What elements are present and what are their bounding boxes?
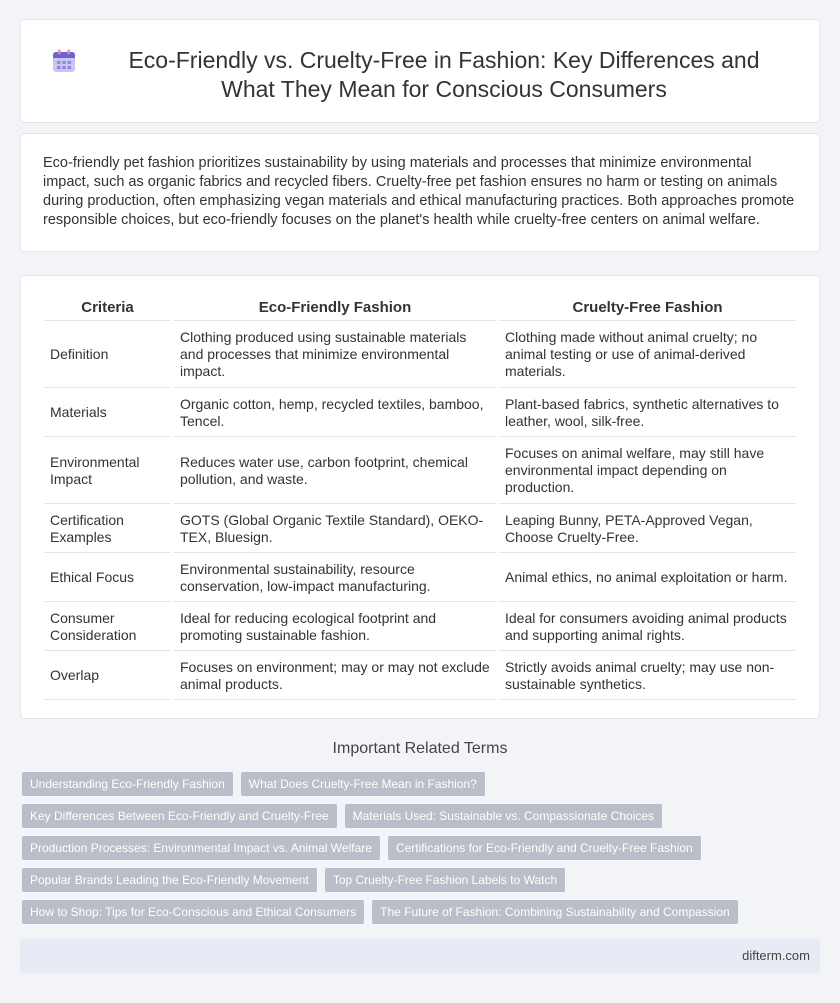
comparison-table-card — [20, 275, 820, 719]
cruelty-cell: Ideal for consumers avoiding animal products and supporting animal rights. — [499, 603, 796, 651]
criteria-cell: Certification Examples — [44, 505, 171, 553]
related-term-tag[interactable]: Top Cruelty-Free Fashion Labels to Watch — [325, 868, 565, 892]
related-terms-heading: Important Related Terms — [332, 740, 508, 757]
criteria-cell: Consumer Consideration — [44, 603, 171, 651]
header-criteria: Criteria — [44, 295, 171, 321]
comparison-table — [41, 294, 799, 701]
eco-cell: Reduces water use, carbon footprint, chemical pollution, and waste. — [174, 438, 496, 504]
table-row — [44, 554, 796, 602]
cruelty-cell: Animal ethics, no animal exploitation or harm. — [499, 554, 796, 602]
intro-paragraph: Eco-friendly pet fashion prioritizes sustainability by using materials and processes that minimize environmental impact, such as organic fabrics and recycled fibers. Cruelty-free pet fashion ensures no harm or testing on animals during production, often emphasizing vegan materials and ethical manufacturing practices. Both approaches promote responsible choices, but eco-friendly focuses on the planet's health while cruelty-free centers on animal welfare. — [43, 155, 795, 228]
cruelty-cell: Strictly avoids animal cruelty; may use non-sustainable synthetics. — [499, 652, 796, 700]
related-term-tag[interactable]: Materials Used: Sustainable vs. Compassionate Choices — [345, 804, 662, 828]
footer — [20, 939, 820, 973]
table-row — [44, 603, 796, 651]
related-term-tag[interactable]: Key Differences Between Eco-Friendly and Cruelty-Free — [22, 804, 337, 828]
table-row — [44, 438, 796, 504]
intro-card — [20, 133, 820, 252]
table-row — [44, 322, 796, 388]
related-term-tag[interactable]: How to Shop: Tips for Eco-Conscious and Ethical Consumers — [22, 900, 364, 924]
table-row — [44, 652, 796, 700]
table-row — [44, 505, 796, 553]
criteria-cell: Environmental Impact — [44, 438, 171, 504]
title-card — [20, 19, 820, 123]
related-terms-list — [22, 772, 802, 924]
eco-cell: GOTS (Global Organic Textile Standard), OEKO-TEX, Bluesign. — [174, 505, 496, 553]
related-term-tag[interactable]: Popular Brands Leading the Eco-Friendly Movement — [22, 868, 317, 892]
table-header-row — [44, 295, 796, 321]
cruelty-cell: Leaping Bunny, PETA-Approved Vegan, Choose Cruelty-Free. — [499, 505, 796, 553]
criteria-cell: Materials — [44, 389, 171, 437]
page-title: Eco-Friendly vs. Cruelty-Free in Fashion: Key Differences and What They Mean for Conscious Consumers — [128, 47, 760, 102]
cruelty-cell: Clothing made without animal cruelty; no animal testing or use of animal-derived materials. — [499, 322, 796, 388]
related-term-tag[interactable]: Certifications for Eco-Friendly and Cruelty-Free Fashion — [388, 836, 701, 860]
criteria-cell: Ethical Focus — [44, 554, 171, 602]
calendar-icon — [51, 48, 77, 74]
table-row — [44, 389, 796, 437]
eco-cell: Ideal for reducing ecological footprint and promoting sustainable fashion. — [174, 603, 496, 651]
criteria-cell: Overlap — [44, 652, 171, 700]
cruelty-cell: Plant-based fabrics, synthetic alternatives to leather, wool, silk-free. — [499, 389, 796, 437]
criteria-cell: Definition — [44, 322, 171, 388]
site-link[interactable]: difterm.com — [742, 948, 810, 963]
eco-cell: Focuses on environment; may or may not exclude animal products. — [174, 652, 496, 700]
related-term-tag[interactable]: Production Processes: Environmental Impact vs. Animal Welfare — [22, 836, 380, 860]
header-cruelty-free: Cruelty-Free Fashion — [499, 295, 796, 321]
eco-cell: Organic cotton, hemp, recycled textiles, bamboo, Tencel. — [174, 389, 496, 437]
related-term-tag[interactable]: What Does Cruelty-Free Mean in Fashion? — [241, 772, 485, 796]
eco-cell: Clothing produced using sustainable materials and processes that minimize environmental impact. — [174, 322, 496, 388]
cruelty-cell: Focuses on animal welfare, may still have environmental impact depending on production. — [499, 438, 796, 504]
header-eco-friendly: Eco-Friendly Fashion — [174, 295, 496, 321]
related-term-tag[interactable]: Understanding Eco-Friendly Fashion — [22, 772, 233, 796]
related-term-tag[interactable]: The Future of Fashion: Combining Sustainability and Compassion — [372, 900, 738, 924]
eco-cell: Environmental sustainability, resource conservation, low-impact manufacturing. — [174, 554, 496, 602]
